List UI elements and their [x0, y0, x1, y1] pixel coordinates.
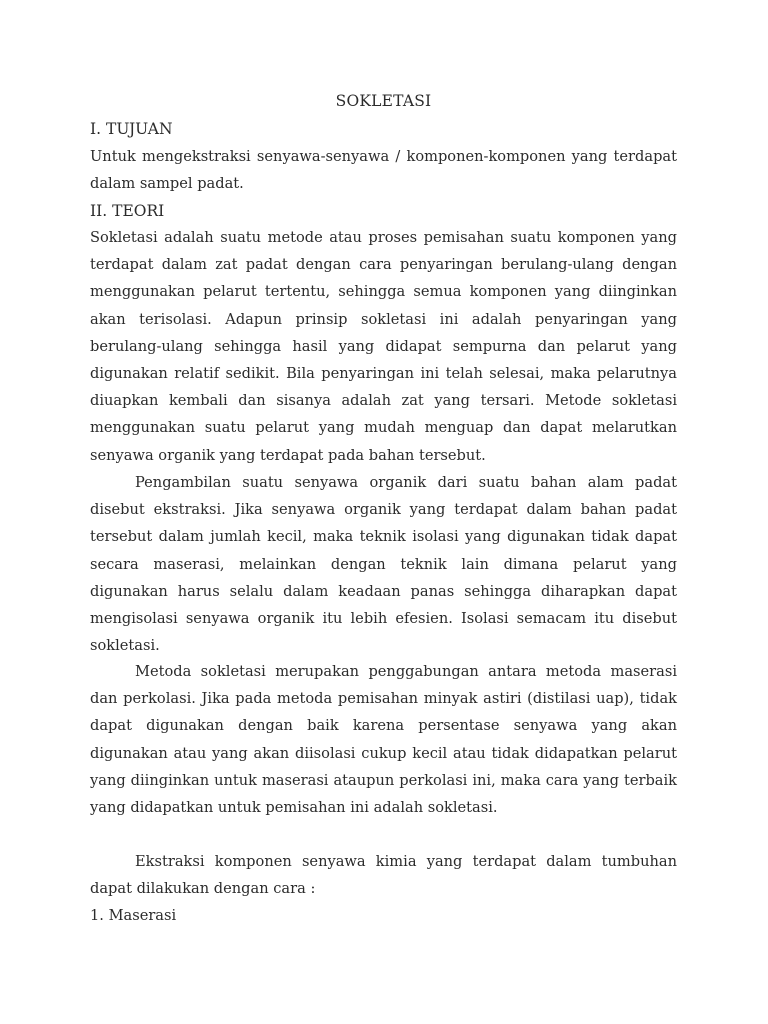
tujuan-text: Untuk mengekstraksi senyawa-senyawa / komponen-komponen yang terdapat dalam sampel padat.	[90, 148, 677, 193]
teori-paragraph-3: Metoda sokletasi merupakan penggabungan antara metoda maserasi dan perkolasi. Jika pada metoda pemisahan minyak astiri (distilasi uap), tidak dapat digunakan dengan baik karena persentase senyawa yang akan digunakan atau yang akan diisolasi cukup kecil atau tidak didapatkan pelarut yang diinginkan untuk maserasi ataupun perkolasi ini, maka cara yang terbaik yang didapatkan untuk pemisahan ini adalah sokletasi.	[90, 663, 677, 817]
section-heading-teori: II. TEORI	[90, 202, 165, 220]
teori-paragraph-2: Pengambilan suatu senyawa organik dari suatu bahan alam padat disebut ekstraksi. Jika senyawa organik yang terdapat dalam bahan padat tersebut dalam jumlah kecil, maka teknik isolasi yang digunakan tidak dapat secara maserasi, melainkan dengan teknik lain dimana pelarut yang digunakan harus selalu dalam keadaan panas sehingga diharapkan dapat mengisolasi senyawa organik itu lebih efesien. Isolasi semacam itu disebut sokletasi.	[90, 474, 677, 655]
list-item-maserasi: 1. Maserasi	[90, 907, 177, 924]
document-title: SOKLETASI	[335, 92, 432, 110]
section-heading-tujuan: I. TUJUAN	[90, 120, 173, 138]
teori-paragraph-1: Sokletasi adalah suatu metode atau proses pemisahan suatu komponen yang terdapat dalam zat padat dengan cara penyaringan berulang-ulang dengan menggunakan pelarut tertentu, sehingga semua komponen yang diinginkan akan terisolasi. Adapun prinsip sokletasi ini adalah penyaringan yang berulang-ulang sehingga hasil yang didapat sempurna dan pelarut yang digunakan relatif sedikit. Bila penyaringan ini telah selesai, maka pelarutnya diuapkan kembali dan sisanya adalah zat yang tersari. Metode sokletasi menggunakan suatu pelarut yang mudah menguap dan dapat melarutkan senyawa organik yang terdapat pada bahan tersebut.	[90, 229, 677, 464]
teori-paragraph-4: Ekstraksi komponen senyawa kimia yang terdapat dalam tumbuhan dapat dilakukan dengan cara :	[90, 853, 677, 898]
